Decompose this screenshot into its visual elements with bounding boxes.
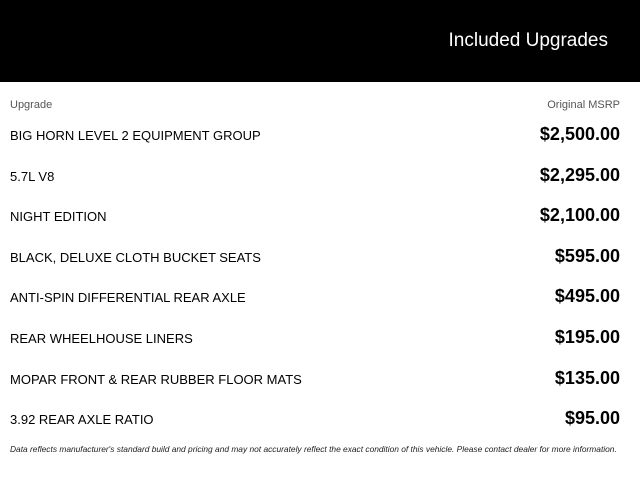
upgrade-price: $95.00 <box>564 408 620 429</box>
column-headers <box>10 99 620 113</box>
column-header-msrp: Original MSRP <box>547 99 620 111</box>
upgrade-name: BIG HORN LEVEL 2 EQUIPMENT GROUP <box>10 128 261 143</box>
upgrade-name: REAR WHEELHOUSE LINERS <box>10 330 193 346</box>
upgrade-price: $595.00 <box>554 245 620 266</box>
page-title: Included Upgrades <box>448 30 608 51</box>
list-item <box>10 196 620 237</box>
upgrade-price: $2,295.00 <box>539 164 620 185</box>
upgrade-price: $495.00 <box>554 286 620 307</box>
list-item <box>10 318 620 359</box>
header-bar <box>0 0 640 82</box>
upgrade-name: ANTI-SPIN DIFFERENTIAL REAR AXLE <box>10 290 246 306</box>
upgrade-price: $2,500.00 <box>539 124 620 144</box>
upgrade-name: 3.92 REAR AXLE RATIO <box>10 412 154 428</box>
upgrade-price: $195.00 <box>554 326 620 347</box>
list-item <box>10 399 620 440</box>
upgrade-name: BLACK, DELUXE CLOTH BUCKET SEATS <box>10 249 261 265</box>
upgrade-price: $2,100.00 <box>539 205 620 226</box>
column-header-upgrade: Upgrade <box>10 99 53 111</box>
upgrade-name: MOPAR FRONT & REAR RUBBER FLOOR MATS <box>10 371 302 387</box>
upgrades-list <box>10 115 620 440</box>
upgrade-price: $135.00 <box>554 367 620 388</box>
list-item <box>10 115 620 156</box>
list-item <box>10 156 620 197</box>
upgrade-name: 5.7L V8 <box>10 168 55 184</box>
list-item <box>10 359 620 400</box>
disclaimer-text: Data reflects manufacturer's standard build and pricing and may not accurately reflect the exact condition of this vehicle. Please contact dealer for more information. <box>10 444 617 454</box>
list-item <box>10 277 620 318</box>
upgrade-name: NIGHT EDITION <box>10 209 107 225</box>
list-item <box>10 237 620 278</box>
